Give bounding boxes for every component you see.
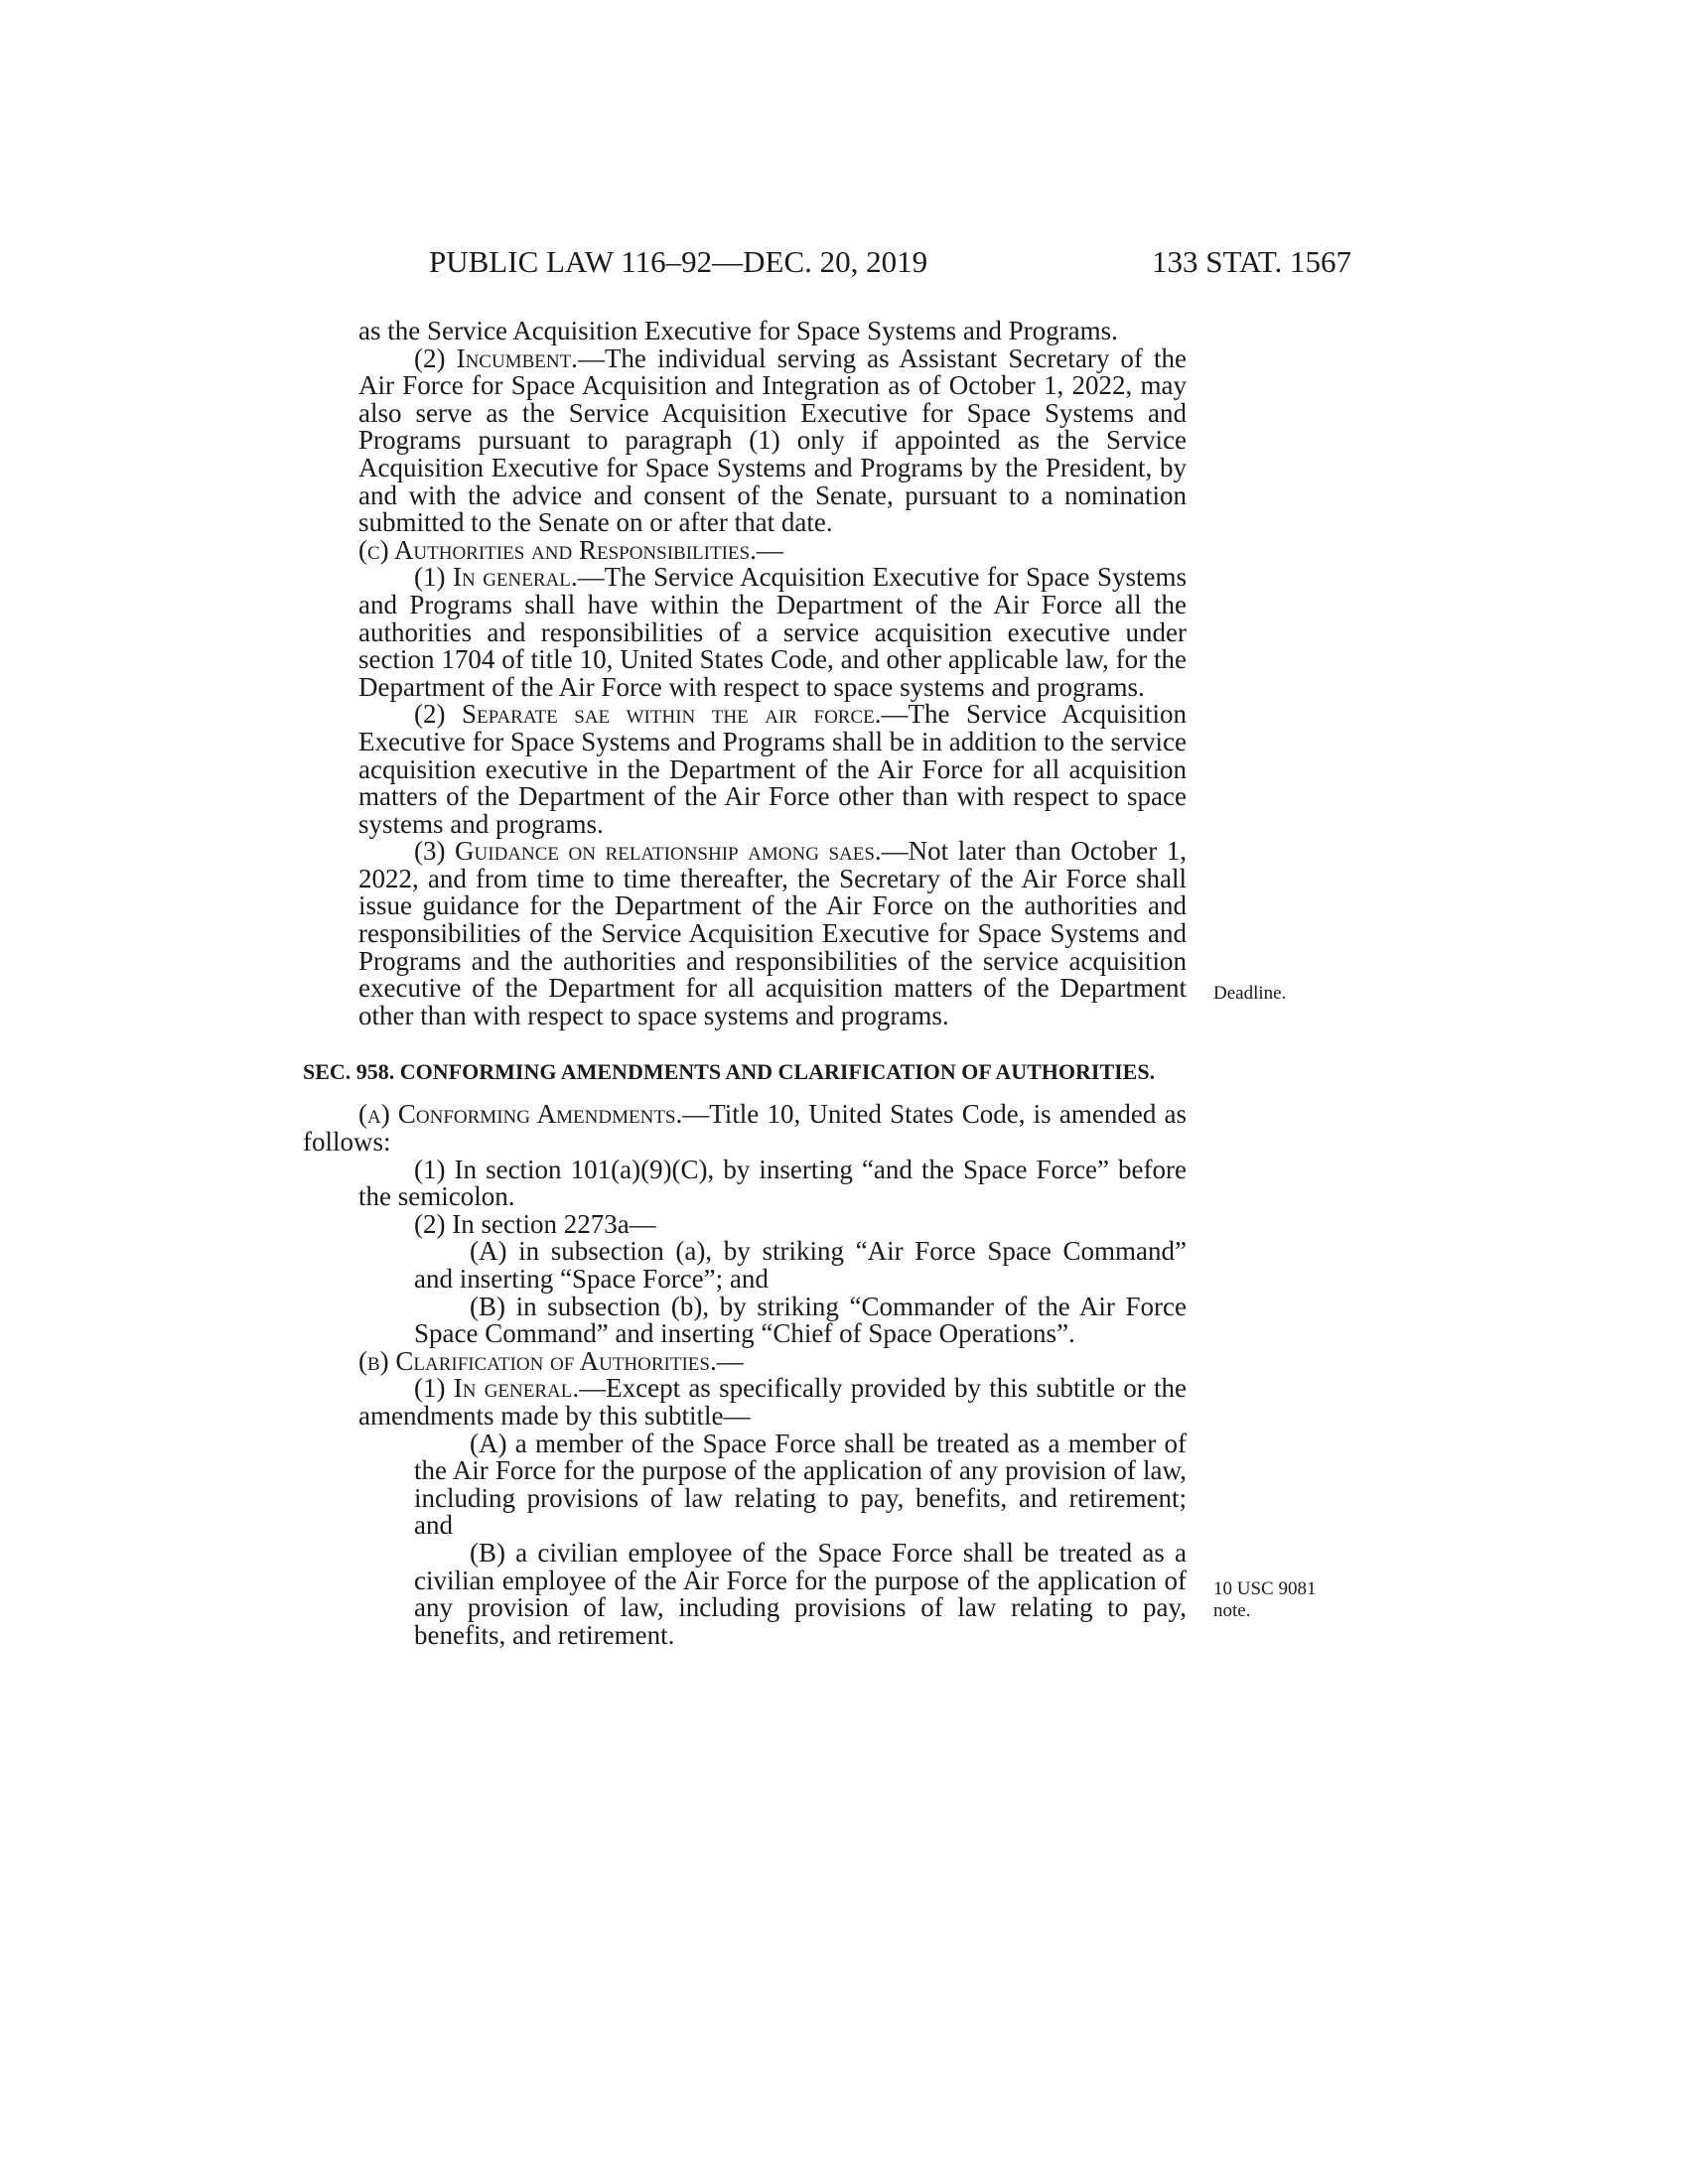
margin-note-usc-line2: note. xyxy=(1213,1600,1251,1621)
running-head-title: PUBLIC LAW 116–92—DEC. 20, 2019 xyxy=(429,244,928,279)
paragraph-lead: (2) Incumbent. xyxy=(414,342,578,373)
paragraph-c3 xyxy=(303,838,1187,1029)
document-body xyxy=(303,318,1187,1649)
subsection-heading-dash: — xyxy=(716,1345,744,1376)
paragraph-lead: (1) In general. xyxy=(414,1373,580,1404)
paragraph-continuation: as the Service Acquisition Executive for Space Systems and Programs. xyxy=(358,316,1118,345)
paragraph-lead: (3) Guidance on relationship among saes. xyxy=(414,836,882,867)
running-head xyxy=(0,242,1688,282)
subsection-heading-lead: (c) Authorities and Responsibilities. xyxy=(358,534,757,565)
margin-note-deadline: Deadline. xyxy=(1213,983,1287,1004)
subsection-lead: (a) Conforming Amendments. xyxy=(358,1099,683,1130)
paragraph-a1: (1) In section 101(a)(9)(C), by inserting “and the Space Force” before the semicolon. xyxy=(358,1154,1187,1212)
paragraph-text: —The Service Acquisition Executive for Space Systems and Programs shall have within the Department of the Air Force all the authorities and responsibilities of a service acquisition executive under section 1704 of title 10, United States Code, and other applicable law, for the Department of the Air Force with respect to space systems and programs. xyxy=(358,562,1187,702)
subsection-heading-b xyxy=(303,1345,1187,1376)
subparagraph-a2A: (A) in subsection (a), by striking “Air Force Space Command” and inserting “Space Force”; and xyxy=(414,1236,1187,1294)
paragraph-b1 xyxy=(303,1375,1187,1430)
paragraph-c2 xyxy=(303,701,1187,838)
paragraph-text: —Not later than October 1, 2022, and from time to time thereafter, the Secretary of the Air Force shall issue guidance for the Department of the Air Force on the authorities and responsibilities of the Service Acquisition Executive for Space Systems and Programs and the authorities and responsibilities of the service acquisition executive of the Department for all acquisition matters of the Department other than with respect to space systems and programs. xyxy=(358,836,1187,1030)
paragraph-lead: (2) Separate sae within the air force. xyxy=(414,699,882,730)
paragraph-lead: (1) In general. xyxy=(414,562,578,593)
paragraph-incumbent xyxy=(303,342,1187,538)
subsection-a xyxy=(303,1101,1187,1156)
subparagraph-b1B: (B) a civilian employee of the Space Force shall be treated as a civilian employee of the Air Force for the purpose of the application of any provision of law, including provisions of law relating to pay, benefits, and retirement. xyxy=(414,1537,1187,1650)
running-head-stat-citation: 133 STAT. 1567 xyxy=(1152,244,1352,279)
paragraph-a2: (2) In section 2273a— xyxy=(414,1208,656,1239)
paragraph-c1 xyxy=(303,564,1187,701)
subsection-heading-c xyxy=(303,534,1187,565)
subsection-text: —Title 10, United States Code, is amended as follows: xyxy=(303,1099,1187,1158)
margin-note-usc-line1: 10 USC 9081 xyxy=(1213,1578,1317,1599)
subsection-heading-dash: — xyxy=(756,534,783,565)
paragraph-text: —The Service Acquisition Executive for Space Systems and Programs shall be in addition to the service acquisition executive in the Department of the Air Force for all acquisition matters of the Department of the Air Force other than with respect to space systems and programs. xyxy=(358,699,1187,839)
subparagraph-a2B: (B) in subsection (b), by striking “Commander of the Air Force Space Command” and inserting “Chief of Space Operations”. xyxy=(414,1291,1187,1349)
section-heading: SEC. 958. CONFORMING AMENDMENTS AND CLARIFICATION OF AUTHORITIES. xyxy=(303,1059,1156,1085)
subsection-heading-lead: (b) Clarification of Authorities. xyxy=(358,1345,717,1376)
subparagraph-b1A: (A) a member of the Space Force shall be treated as a member of the Air Force for the purpose of the application of any provision of law, including provisions of law relating to pay, benefits, and retirement; and xyxy=(414,1428,1187,1541)
paragraph-text: —Except as specifically provided by this subtitle or the amendments made by this subtitle— xyxy=(358,1373,1187,1431)
margin-note-usc xyxy=(1213,1578,1362,1622)
paragraph-text: —The individual serving as Assistant Secretary of the Air Force for Space Acquisition and Integration as of October 1, 2022, may also serve as the Service Acquisition Executive for Space Systems and Programs pursuant to paragraph (1) only if appointed as the Service Acquisition Executive for Space Systems and Programs by the President, by and with the advice and consent of the Senate, pursuant to a nomination submitted to the Senate on or after that date. xyxy=(358,342,1187,538)
